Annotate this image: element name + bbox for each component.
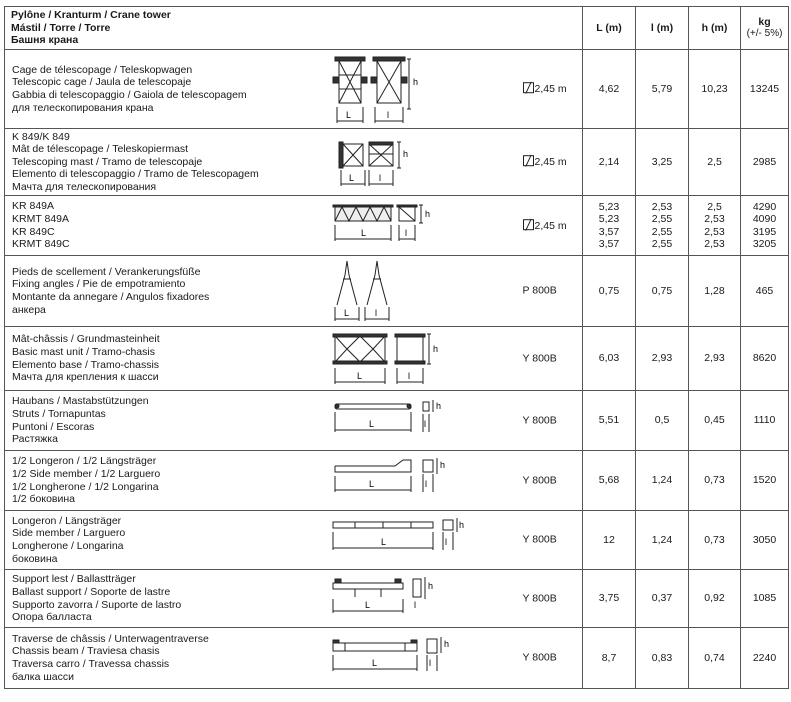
value-h-line: 0,45 [704, 414, 725, 427]
dim-h-label: h [427, 580, 433, 591]
dim-L-label: L [360, 227, 366, 238]
component-name-line: балка шасси [12, 670, 74, 683]
component-name [5, 256, 325, 327]
value-l [636, 196, 689, 256]
value-kg-line: 1110 [753, 414, 776, 427]
component-code [517, 652, 557, 665]
value-L [583, 256, 636, 327]
value-l-line: 0,37 [651, 592, 673, 605]
dim-h-label: h [424, 208, 430, 219]
component-name-line: Telescoping mast / Tramo de telescopaje [12, 155, 203, 168]
component-name-line: Mât-châssis / Grundmasteinheit [12, 333, 160, 346]
value-kg-line: 3205 [752, 237, 777, 250]
value-kg-line: 465 [755, 284, 774, 297]
component-name-line: Puntoni / Escoras [12, 420, 95, 433]
component-code-text: 2,45 m [534, 156, 567, 169]
component-code-text: Y 800B [522, 352, 557, 365]
value-h [689, 511, 741, 570]
component-drawing-cell [325, 511, 583, 570]
value-L-line: 6,03 [598, 352, 620, 365]
dim-l-label: l [424, 478, 427, 489]
value-l [636, 511, 689, 570]
value-L-line: 3,57 [598, 225, 620, 238]
value-L-line: 5,23 [598, 201, 620, 214]
component-name-line: Опора балласта [12, 611, 92, 624]
component-name-line: Side member / Larguero [12, 527, 126, 540]
value-l-line: 2,55 [651, 225, 673, 238]
value-kg-line: 2240 [752, 651, 777, 664]
value-h [689, 391, 741, 451]
table-row [5, 628, 789, 689]
component-drawing-cell [325, 628, 583, 689]
component-name-line: анкера [12, 303, 46, 316]
value-l [636, 256, 689, 327]
dim-h-label: h [439, 459, 445, 470]
component-name-line: Pieds de scellement / Verankerungsfüße [12, 265, 201, 278]
dim-l-label: l [386, 109, 389, 120]
value-h [689, 451, 741, 511]
value-kg-line: 4090 [752, 213, 777, 226]
value-L-line: 12 [603, 533, 615, 546]
value-l-line: 0,75 [651, 284, 673, 297]
component-drawing-cell [325, 570, 583, 628]
component-name-line: Traversa carro / Travessa chassis [12, 658, 170, 670]
section-square-icon [523, 155, 534, 166]
component-name-line: Мачта для телескопирования [12, 180, 157, 193]
value-L-line: 4,62 [598, 82, 620, 95]
component-name-line: 1/2 Longherone / 1/2 Longarina [12, 480, 159, 493]
value-h-line: 2,53 [704, 237, 725, 250]
value-l [636, 327, 689, 391]
component-name-line: Fixing angles / Pie de empotramiento [12, 278, 186, 291]
value-l-line: 1,24 [651, 533, 673, 546]
component-drawing-cell [325, 196, 583, 256]
dim-l-label: l [444, 536, 447, 547]
component-name-line: Gabbia di telescopaggio / Gaiola de telescopagem [12, 89, 247, 101]
component-name-line: 1/2 боковина [12, 493, 75, 506]
value-l-line: 2,93 [651, 352, 673, 365]
value-kg-line: 4290 [752, 201, 777, 214]
component-name-line: 1/2 Longeron / 1/2 Längsträger [12, 455, 157, 468]
value-L [583, 327, 636, 391]
dim-l-label: l [374, 307, 377, 318]
component-code [517, 534, 557, 547]
value-kg [741, 129, 789, 196]
component-drawing-cell [325, 451, 583, 511]
value-l-line: 2,55 [651, 237, 673, 250]
value-h [689, 628, 741, 689]
dim-L-label: L [380, 536, 386, 547]
component-name-line: Растяжка [12, 433, 58, 446]
value-L-line: 5,51 [598, 414, 620, 427]
component-drawing-cell [325, 50, 583, 129]
value-l-line: 5,79 [651, 82, 673, 95]
value-kg-line: 8620 [752, 352, 777, 365]
dim-h-label: h [432, 343, 438, 354]
value-kg [741, 570, 789, 628]
value-L [583, 628, 636, 689]
component-drawing-cell [325, 327, 583, 391]
table-row [5, 391, 789, 451]
component-name-line: Chassis beam / Traviesa chasis [12, 645, 160, 658]
value-h-line: 2,5 [707, 201, 722, 214]
component-code [517, 414, 557, 427]
value-l [636, 129, 689, 196]
component-name [5, 570, 325, 628]
component-code [517, 219, 567, 233]
dim-L-label: L [364, 599, 370, 610]
component-name [5, 628, 325, 689]
component-name-line: 1/2 Side member / 1/2 Larguero [12, 467, 161, 480]
dim-L-label: L [371, 657, 377, 668]
dim-l-label: l [404, 227, 407, 238]
value-L-line: 5,68 [598, 474, 620, 487]
component-name-line: Basic mast unit / Tramo-chasis [12, 345, 155, 358]
component-code [517, 82, 567, 96]
value-h [689, 327, 741, 391]
value-kg [741, 256, 789, 327]
dim-L-label: L [343, 307, 349, 318]
component-name-line: KR 849C [12, 225, 55, 238]
component-name [5, 391, 325, 451]
component-code-text: 2,45 m [534, 83, 567, 96]
component-code-text: Y 800B [522, 592, 557, 605]
section-square-icon [523, 219, 534, 230]
value-h-line: 0,73 [704, 533, 725, 546]
component-name-line: Mât de télescopage / Teleskopiermast [12, 143, 189, 156]
table-row [5, 256, 789, 327]
value-L-line: 0,75 [598, 284, 620, 297]
table-title: Pylône / Kranturm / Crane tower Mástil / Torre / Torre Башня крана [5, 7, 583, 50]
value-kg [741, 628, 789, 689]
value-h-line: 0,73 [704, 474, 725, 487]
component-name-line: Struts / Tornapuntas [12, 407, 106, 420]
value-L [583, 50, 636, 129]
value-l-line: 0,5 [654, 414, 670, 427]
value-kg [741, 451, 789, 511]
value-h-line: 0,92 [704, 592, 725, 605]
value-l [636, 570, 689, 628]
value-L-line: 5,23 [598, 213, 620, 226]
component-name-line: Longherone / Longarina [12, 540, 124, 552]
value-h-line: 2,53 [704, 225, 725, 238]
component-name [5, 327, 325, 391]
value-L [583, 511, 636, 570]
table-row [5, 196, 789, 256]
value-kg-line: 1520 [752, 474, 777, 487]
value-L [583, 391, 636, 451]
value-L [583, 129, 636, 196]
component-name [5, 451, 325, 511]
component-name [5, 196, 325, 256]
value-L-line: 8,7 [601, 651, 617, 664]
component-name-line: K 849/K 849 [12, 130, 70, 143]
component-code-text: P 800B [522, 284, 557, 297]
value-kg [741, 511, 789, 570]
value-kg [741, 196, 789, 256]
col-header-L: L (m) [583, 7, 636, 50]
value-h [689, 196, 741, 256]
component-name-line: Supporto zavorra / Suporte de lastro [12, 598, 182, 611]
value-h [689, 50, 741, 129]
component-drawing-cell [325, 391, 583, 451]
component-code [517, 474, 557, 487]
value-L-line: 3,75 [598, 592, 620, 605]
component-code [517, 352, 557, 365]
dim-h-label: h [435, 400, 441, 411]
component-code [517, 155, 567, 169]
component-name-line: Support lest / Ballastträger [12, 573, 136, 586]
table-row [5, 451, 789, 511]
dim-l-label: l [423, 418, 426, 429]
value-kg-line: 2985 [752, 155, 777, 168]
component-drawing-cell [325, 256, 583, 327]
value-kg [741, 391, 789, 451]
table-row [5, 570, 789, 628]
value-h-line: 2,5 [707, 155, 722, 168]
component-name-line: Elemento base / Tramo-chassis [12, 358, 160, 371]
col-header-l: l (m) [636, 7, 689, 50]
crane-tower-table [4, 6, 789, 689]
dim-h-label: h [443, 638, 449, 649]
value-l-line: 1,24 [651, 474, 673, 487]
component-code-text: Y 800B [522, 474, 557, 487]
value-l [636, 50, 689, 129]
component-name-line: Telescopic cage / Jaula de telescopaje [12, 76, 192, 89]
dim-L-label: L [348, 172, 354, 183]
dim-h-label: h [412, 76, 418, 87]
dim-l-label: l [428, 657, 431, 668]
component-name-line: KRMT 849C [12, 238, 70, 251]
value-h [689, 256, 741, 327]
component-name [5, 50, 325, 129]
value-h-line: 0,74 [704, 651, 725, 664]
table-row [5, 327, 789, 391]
value-h-line: 2,93 [704, 352, 725, 365]
component-code [517, 592, 557, 605]
value-l-line: 2,55 [651, 213, 673, 226]
component-name-line: Montante da annegare / Angulos fixadores [12, 291, 210, 303]
value-L [583, 451, 636, 511]
dim-L-label: L [356, 370, 362, 381]
component-name-line: KRMT 849A [12, 212, 69, 225]
table-row [5, 511, 789, 570]
component-name [5, 511, 325, 570]
component-code [517, 285, 557, 298]
value-kg-line: 3195 [752, 225, 777, 238]
component-code-text: Y 800B [522, 533, 557, 546]
value-h [689, 570, 741, 628]
col-header-h: h (m) [689, 7, 741, 50]
component-name-line: Longeron / Längsträger [12, 514, 122, 527]
dim-L-label: L [368, 478, 374, 489]
component-drawing-cell [325, 129, 583, 196]
section-square-icon [523, 82, 534, 93]
component-name-line: Cage de télescopage / Teleskopwagen [12, 63, 193, 76]
component-name-line: боковина [12, 552, 58, 565]
component-code-text: Y 800B [522, 414, 557, 427]
dim-l-label: l [378, 172, 381, 183]
value-l [636, 451, 689, 511]
dim-h-label: h [402, 148, 408, 159]
dim-l-label: l [413, 599, 416, 610]
component-name-line: Мачта для крепления к шасси [12, 371, 159, 384]
component-name-line: Haubans / Mastabstützungen [12, 395, 149, 408]
component-name-line: Traverse de châssis / Unterwagentraverse [12, 632, 209, 645]
component-name-line: KR 849A [12, 200, 55, 213]
component-name-line: для телескопирования крана [12, 101, 154, 114]
value-L [583, 196, 636, 256]
component-code-text: Y 800B [522, 651, 557, 664]
value-h-line: 10,23 [701, 82, 728, 95]
value-l-line: 0,83 [651, 651, 673, 664]
value-kg [741, 50, 789, 129]
dim-l-label: l [407, 370, 410, 381]
value-l-line: 2,53 [651, 201, 673, 214]
component-name-line: Ballast support / Soporte de lastre [12, 585, 171, 598]
value-l-line: 3,25 [651, 155, 673, 168]
col-header-kg: kg (+/- 5%) [741, 7, 789, 50]
value-h [689, 129, 741, 196]
value-kg-line: 3050 [752, 533, 777, 546]
value-kg [741, 327, 789, 391]
table-row [5, 129, 789, 196]
value-l [636, 628, 689, 689]
component-name [5, 129, 325, 196]
value-L [583, 570, 636, 628]
value-kg-line: 13245 [749, 82, 780, 95]
value-L-line: 2,14 [598, 155, 620, 168]
component-name-line: Elemento di telescopaggio / Tramo de Telescopagem [12, 168, 259, 181]
dim-L-label: L [345, 109, 351, 120]
value-kg-line: 1085 [752, 592, 777, 605]
value-h-line: 1,28 [704, 284, 725, 297]
component-code-text: 2,45 m [534, 219, 567, 232]
dim-L-label: L [368, 418, 374, 429]
value-L-line: 3,57 [598, 237, 620, 250]
dim-h-label: h [458, 519, 464, 530]
value-h-line: 2,53 [704, 213, 725, 226]
table-row [5, 50, 789, 129]
value-l [636, 391, 689, 451]
